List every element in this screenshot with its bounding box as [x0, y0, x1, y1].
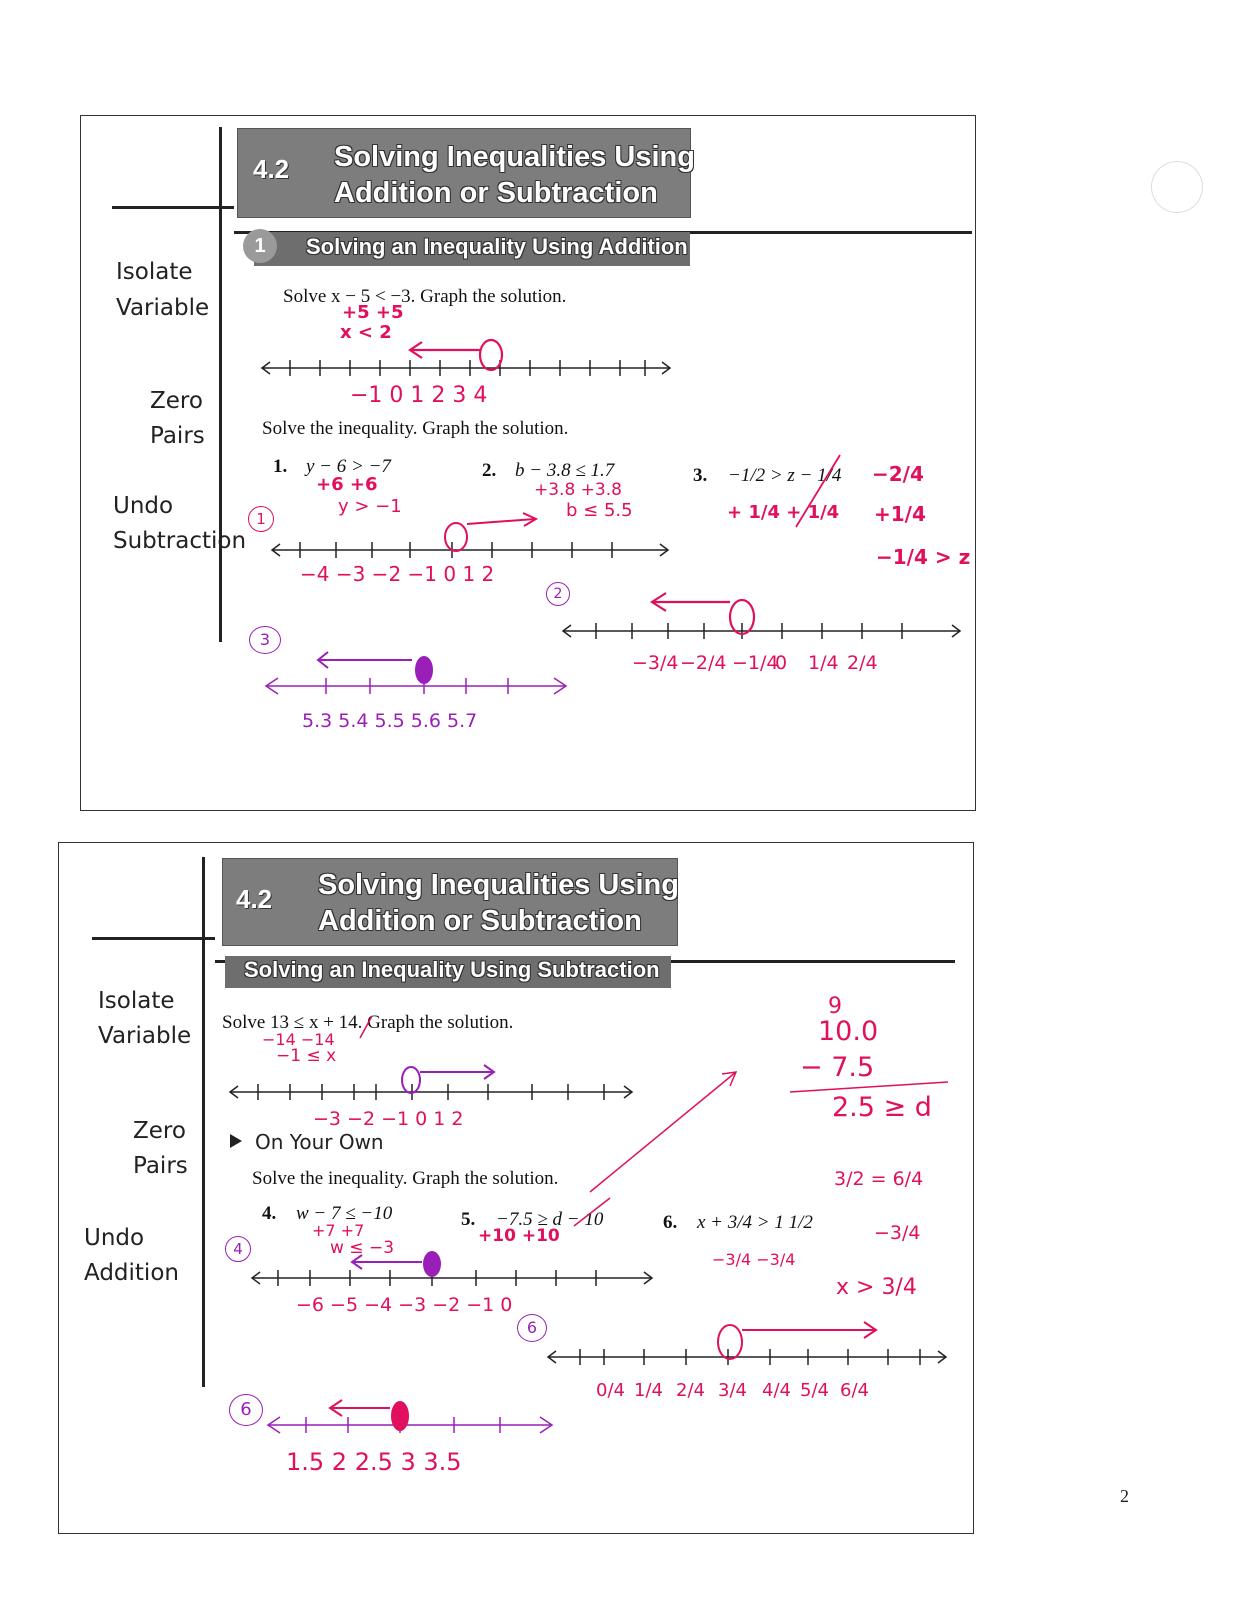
- bottom-problem5-label: 5.: [461, 1209, 476, 1230]
- bottom-p6-fraction-label-6: 6/4: [840, 1380, 869, 1401]
- page-number: 2: [1120, 1486, 1129, 1506]
- bottom-example-prompt: Solve 13 ≤ x + 14. Graph the solution.: [222, 1012, 514, 1033]
- top-note-pairs: Pairs: [150, 423, 205, 449]
- top-instructions: Solve the inequality. Graph the solution.: [262, 418, 569, 439]
- bottom-p6-number-line: [548, 1349, 946, 1365]
- top-p1-number-line: [272, 542, 668, 558]
- bottom-problem4-work2: w ≤ −3: [330, 1238, 395, 1258]
- top-main-number-line: [262, 360, 670, 376]
- bottom-p5-number-line: [268, 1417, 552, 1433]
- top-lesson-title-line1: Solving Inequalities Using: [334, 141, 695, 173]
- bottom-problem4-work1: +7 +7: [312, 1221, 365, 1240]
- top-note-zero: Zero: [150, 388, 203, 414]
- top-note-undo: Undo: [113, 493, 174, 519]
- bottom-p6-fraction-label-4: 4/4: [762, 1380, 791, 1401]
- bottom-note-variable: Variable: [98, 1023, 192, 1049]
- bottom-p6-fraction-label-0: 0/4: [596, 1380, 625, 1401]
- bottom-p6-fraction-label-1: 1/4: [634, 1380, 663, 1401]
- bottom-p6-fraction-label-2: 2/4: [676, 1380, 705, 1401]
- top-problem2-work1: +3.8 +3.8: [534, 480, 622, 500]
- bottom-note-undo: Undo: [84, 1225, 145, 1251]
- bottom-p5-side-calc-1: 9: [828, 994, 842, 1019]
- bottom-problem4-label: 4.: [262, 1203, 277, 1224]
- bottom-p5-side-calc-4: 2.5 ≥ d: [832, 1092, 932, 1123]
- bottom-problem6-work: −3/4 −3/4: [712, 1250, 796, 1269]
- top-problem2-work2: b ≤ 5.5: [566, 500, 633, 521]
- p2-circled-marker: 2: [546, 582, 570, 606]
- bottom-p6-fraction-label-5: 5/4: [800, 1380, 829, 1401]
- top-problem3-expression: −1/2 > z − 1/4: [728, 465, 842, 486]
- bottom-p5-side-calc-3: − 7.5: [800, 1052, 875, 1083]
- top-lesson-number: 4.2: [253, 154, 290, 184]
- p3-circled-marker: 3: [249, 626, 281, 654]
- p4-circled-marker: 4: [225, 1236, 251, 1262]
- top-p3-crossout-mark: [796, 455, 840, 527]
- top-p1-solution-mark: [445, 513, 536, 551]
- binder-hole-top: [1152, 162, 1202, 212]
- bottom-p6-side-work-1: 3/2 = 6/4: [834, 1168, 924, 1190]
- bottom-problem4-number-labels: −6 −5 −4 −3 −2 −1 0: [296, 1294, 513, 1316]
- top-main-solution-mark: [410, 340, 502, 370]
- top-problem2-expression: b − 3.8 ≤ 1.7: [515, 460, 615, 481]
- bottom-instructions: Solve the inequality. Graph the solution.: [252, 1168, 559, 1189]
- p5-circled-marker: 6: [229, 1394, 263, 1426]
- bottom-problem6-expression: x + 3/4 > 1 1/2: [697, 1212, 813, 1233]
- bottom-problem4-expression: w − 7 ≤ −10: [296, 1203, 393, 1224]
- bottom-lesson-title-line1: Solving Inequalities Using: [318, 869, 679, 901]
- top-problem1-expression: y − 6 > −7: [306, 456, 391, 477]
- top-note-variable: Variable: [116, 295, 210, 321]
- top-p2-fraction-label-4: 1/4: [808, 652, 839, 674]
- top-p3-solution-mark: [318, 652, 432, 683]
- bottom-problem6-label: 6.: [663, 1212, 678, 1233]
- bottom-note-zero: Zero: [133, 1118, 186, 1144]
- top-p2-fraction-label-2: −1/4: [732, 652, 779, 674]
- bottom-on-your-own: On Your Own: [255, 1130, 384, 1154]
- p1-circled-marker: 1: [248, 506, 274, 532]
- bottom-p5-side-calc-2: 10.0: [818, 1016, 879, 1047]
- top-problem3-side-work-3: −1/4 > z: [876, 545, 971, 569]
- bottom-problem5-work: +10 +10: [478, 1226, 560, 1246]
- top-problem3-side-work-2: +1/4: [874, 502, 926, 526]
- bottom-p6-side-work-3: x > 3/4: [836, 1275, 917, 1300]
- bottom-example-title: Solving an Inequality Using Subtraction: [244, 957, 660, 982]
- bottom-work-step2: −1 ≤ x: [276, 1046, 337, 1066]
- bottom-problem5-expression: −7.5 ≥ d − 10: [496, 1209, 604, 1230]
- bottom-work-step1: −14 −14: [262, 1030, 335, 1049]
- top-problem3-work: + 1/4 + 1/4: [727, 502, 840, 523]
- top-p2-number-line: [563, 623, 960, 639]
- bottom-p6-solution-mark: [718, 1322, 876, 1359]
- top-p2-fraction-label-0: −3/4: [632, 652, 679, 674]
- bottom-crossout-marks: [360, 1016, 948, 1226]
- top-p2-fraction-label-3: 0: [775, 652, 788, 674]
- bottom-p6-fraction-label-3: 3/4: [718, 1380, 747, 1401]
- top-problem3-side-work-1: −2/4: [872, 462, 924, 486]
- bottom-note-isolate: Isolate: [98, 988, 175, 1014]
- bottom-note-addition: Addition: [84, 1260, 179, 1286]
- bottom-main-number-labels: −3 −2 −1 0 1 2: [313, 1108, 464, 1130]
- p6-circled-marker: 6: [517, 1314, 547, 1342]
- top-p3-number-line: [266, 678, 566, 694]
- bottom-p4-solution-mark: [352, 1252, 440, 1276]
- top-problem2-label: 2.: [482, 460, 497, 481]
- top-work-step2: x < 2: [340, 322, 392, 343]
- top-problem1-work2: y > −1: [338, 496, 402, 517]
- top-lesson-title-line2: Addition or Subtraction: [334, 177, 658, 209]
- bottom-main-number-line: [230, 1084, 632, 1100]
- top-main-number-labels: −1 0 1 2 3 4: [350, 383, 488, 408]
- bottom-lesson-number: 4.2: [236, 884, 273, 914]
- top-example-number-badge: 1: [243, 229, 277, 263]
- top-note-subtraction: Subtraction: [113, 528, 247, 554]
- bottom-lesson-title-line2: Addition or Subtraction: [318, 905, 642, 937]
- top-problem1-work1: +6 +6: [316, 474, 378, 495]
- bottom-p4-number-line: [252, 1270, 652, 1286]
- bottom-note-pairs: Pairs: [133, 1153, 188, 1179]
- top-problem1-label: 1.: [273, 456, 288, 477]
- top-p3-number-labels: 5.3 5.4 5.5 5.6 5.7: [302, 710, 478, 732]
- top-example-prompt: Solve x − 5 < −3. Graph the solution.: [283, 286, 567, 307]
- top-p2-fraction-label-5: 2/4: [847, 652, 878, 674]
- top-problem1-number-labels: −4 −3 −2 −1 0 1 2: [300, 562, 495, 586]
- top-work-step1: +5 +5: [342, 302, 404, 323]
- top-p2-fraction-label-1: −2/4: [680, 652, 727, 674]
- top-example-title: Solving an Inequality Using Addition: [306, 234, 688, 259]
- bottom-p5-number-labels: 1.5 2 2.5 3 3.5: [286, 1448, 462, 1476]
- bottom-p6-side-work-2: −3/4: [874, 1222, 921, 1244]
- top-problem3-label: 3.: [693, 465, 708, 486]
- top-note-isolate: Isolate: [116, 259, 193, 285]
